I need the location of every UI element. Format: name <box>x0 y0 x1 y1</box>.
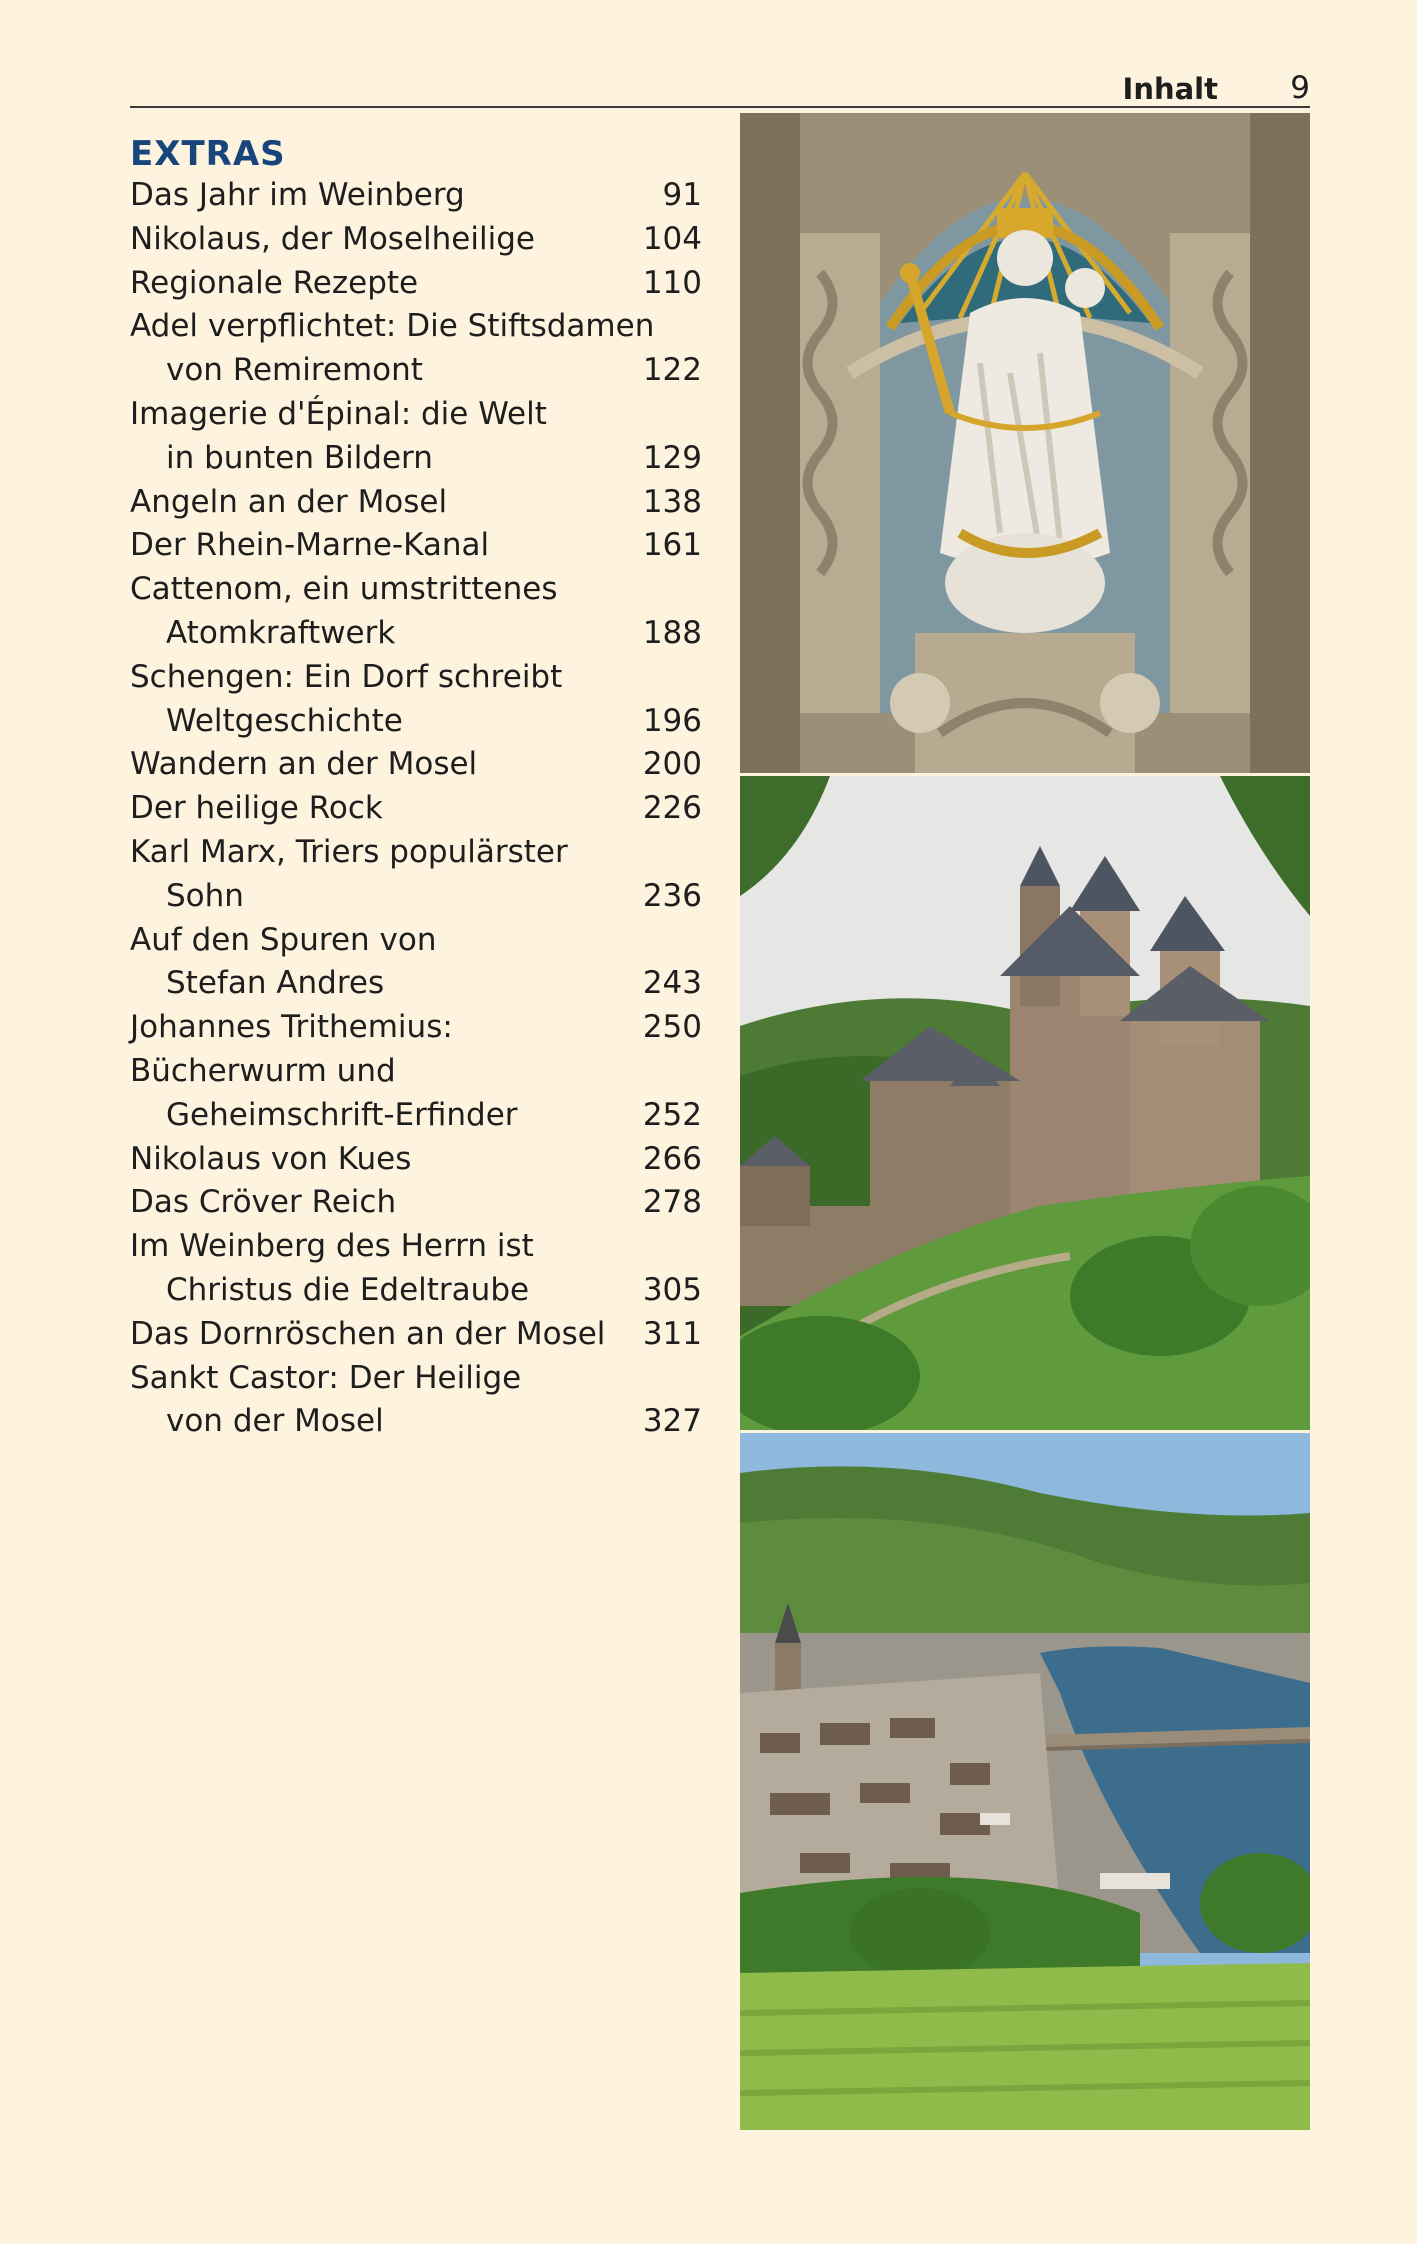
toc-entry-page: 252 <box>642 1096 702 1133</box>
toc-entry-title-line: Schengen: Ein Dorf schreibt <box>130 658 563 695</box>
toc-entry-title-line: Der Rhein-Marne-Kanal <box>130 527 490 564</box>
toc-entry-page: 138 <box>642 483 702 520</box>
toc-entry-page: 305 <box>642 1271 702 1308</box>
page-header <box>130 70 1310 108</box>
toc-entry-page: 311 <box>642 1315 702 1352</box>
toc-entry-page: 104 <box>642 220 702 257</box>
toc-entry-title-line: in bunten Bildern <box>166 439 433 476</box>
toc-entry-page: 196 <box>642 702 702 739</box>
extras-heading: EXTRAS <box>130 134 286 174</box>
toc-entry <box>130 1313 702 1357</box>
toc-entry <box>130 174 702 218</box>
toc-entry-title-line: Weltgeschichte <box>166 702 403 739</box>
toc-entry-page: 243 <box>642 965 702 1002</box>
toc-entry <box>130 218 702 262</box>
toc-entry-title-line: Stefan Andres <box>166 965 385 1002</box>
toc-entry <box>130 831 702 919</box>
toc-entry <box>130 1225 702 1313</box>
toc-entry-title-line: von Remiremont <box>166 352 423 389</box>
toc-entry-title-line: Imagerie d'Épinal: die Welt <box>130 395 547 432</box>
toc-entry-title-line: Angeln an der Mosel <box>130 483 448 520</box>
toc-entry-title-line: Der heilige Rock <box>130 790 383 827</box>
toc-entry-title-line: Sohn <box>166 877 244 914</box>
toc-entry-title-line: Bücherwurm und <box>130 1052 396 1089</box>
toc-entry-page: 226 <box>642 790 702 827</box>
toc-entry-page: 110 <box>642 264 702 301</box>
toc-entry <box>130 1138 702 1182</box>
toc-entry <box>130 262 702 306</box>
extras-list <box>130 174 702 1444</box>
toc-entry-page: 122 <box>642 352 702 389</box>
toc-entry <box>130 524 702 568</box>
toc-entry-page: 278 <box>642 1184 702 1221</box>
toc-entry <box>130 1181 702 1225</box>
toc-entry-page: 200 <box>642 746 702 783</box>
toc-entry <box>130 787 702 831</box>
toc-entry-title-line: Christus die Edeltraube <box>166 1271 530 1308</box>
toc-entry <box>130 743 702 787</box>
toc-entry <box>130 656 702 744</box>
toc-entry <box>130 393 702 481</box>
toc-entry-page: 250 <box>642 1009 702 1046</box>
toc-entry <box>130 1357 702 1445</box>
toc-entry-title-line: von der Mosel <box>166 1403 384 1440</box>
toc-entry-page: 236 <box>642 877 702 914</box>
toc-entry-page: 327 <box>642 1403 702 1440</box>
madonna-statue-image <box>740 113 1310 773</box>
toc-entry <box>130 1006 702 1050</box>
toc-entry-title-line: Sankt Castor: Der Heilige <box>130 1359 522 1396</box>
extras-toc <box>130 134 702 1444</box>
toc-entry <box>130 919 702 1007</box>
toc-entry-title-line: Cattenom, ein umstrittenes <box>130 571 558 608</box>
running-section-title: Inhalt <box>1122 72 1218 106</box>
toc-entry-title-line: Geheimschrift-Erfinder <box>166 1096 518 1133</box>
toc-entry-title-line: Johannes Trithemius: <box>130 1009 453 1046</box>
toc-entry-title-line: Adel verpflichtet: Die Stiftsdamen <box>130 308 655 345</box>
toc-entry <box>130 305 702 393</box>
toc-entry-title-line: Nikolaus von Kues <box>130 1140 412 1177</box>
toc-entry-title-line: Atomkraftwerk <box>166 614 396 651</box>
castle-image <box>740 776 1310 1430</box>
toc-entry-page: 161 <box>642 527 702 564</box>
toc-entry-title-line: Regionale Rezepte <box>130 264 419 301</box>
toc-entry <box>130 568 702 656</box>
toc-entry-page: 129 <box>642 439 702 476</box>
toc-entry-title-line: Das Dornröschen an der Mosel <box>130 1315 606 1352</box>
toc-entry-title-line: Das Jahr im Weinberg <box>130 177 465 213</box>
photo-moselle-town <box>740 1433 1310 2130</box>
toc-entry-title-line: Im Weinberg des Herrn ist <box>130 1228 534 1265</box>
page-number: 9 <box>1290 70 1310 106</box>
toc-entry-title-line: Karl Marx, Triers populärster <box>130 833 568 870</box>
toc-entry <box>130 1050 702 1138</box>
toc-entry-title-line: Nikolaus, der Moselheilige <box>130 220 535 257</box>
photo-castle <box>740 776 1310 1430</box>
photo-madonna-statue <box>740 113 1310 773</box>
toc-entry <box>130 481 702 525</box>
toc-entry-title-line: Das Cröver Reich <box>130 1184 397 1221</box>
toc-entry-page: 91 <box>662 177 702 213</box>
moselle-town-image <box>740 1433 1310 2130</box>
toc-entry-page: 266 <box>642 1140 702 1177</box>
toc-entry-title-line: Auf den Spuren von <box>130 921 437 958</box>
toc-entry-title-line: Wandern an der Mosel <box>130 746 478 783</box>
toc-entry-page: 188 <box>642 614 702 651</box>
